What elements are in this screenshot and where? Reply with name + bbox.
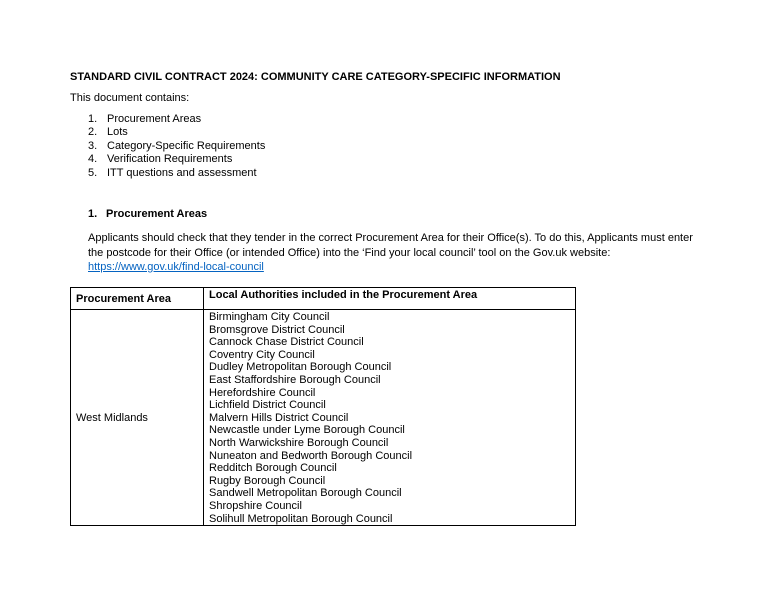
section-title: Procurement Areas — [106, 208, 208, 220]
contents-item-label: Category-Specific Requirements — [107, 139, 266, 152]
table-header-row — [71, 288, 576, 310]
paragraph-text: Applicants should check that they tender in the correct Procurement Area for their Office(s). To do this, Applicants must enter the postcode for their Office (or intended Office) into the ‘Find your local council’ tool on the Gov.uk website: — [88, 232, 693, 259]
contents-item — [70, 153, 265, 166]
table-row — [71, 310, 576, 526]
contents-item — [70, 113, 265, 126]
list-item: Birmingham City Council — [209, 311, 330, 323]
list-item: Malvern Hills District Council — [209, 411, 349, 424]
section-paragraph — [88, 231, 706, 275]
list-item: Sandwell Metropolitan Borough Council — [209, 487, 402, 500]
list-item: Herefordshire Council — [209, 386, 316, 399]
local-authorities-list — [209, 310, 570, 525]
procurement-areas-table — [70, 287, 576, 526]
contents-item — [70, 167, 265, 180]
list-item: Solihull Metropolitan Borough Council — [209, 512, 393, 525]
list-item: Nuneaton and Bedworth Borough Council — [209, 449, 413, 462]
local-authorities-cell — [204, 310, 576, 526]
contents-item-label: Verification Requirements — [107, 153, 233, 166]
list-item: Cannock Chase District Council — [209, 336, 364, 349]
list-item: Newcastle under Lyme Borough Council — [209, 424, 405, 437]
column-header-procurement-area: Procurement Area — [71, 288, 204, 310]
contents-item-label: ITT questions and assessment — [107, 166, 257, 179]
contents-item — [70, 140, 265, 153]
column-header-local-authorities: Local Authorities included in the Procurement Area — [204, 288, 576, 310]
list-item: Rugby Borough Council — [209, 474, 326, 487]
procurement-area-cell: West Midlands — [71, 310, 204, 526]
list-item: Shropshire Council — [209, 499, 302, 512]
contents-item-label: Procurement Areas — [107, 113, 202, 125]
list-item: East Staffordshire Borough Council — [209, 373, 381, 386]
contents-item-number: 5. — [88, 166, 98, 179]
intro-text: This document contains: — [70, 92, 190, 104]
contents-item — [70, 126, 265, 139]
contents-item-number: 2. — [88, 126, 98, 139]
contents-item-number: 1. — [88, 113, 98, 125]
contents-item-number: 3. — [88, 139, 98, 152]
contents-list — [70, 113, 265, 180]
contents-item-number: 4. — [88, 153, 98, 166]
document-title: STANDARD CIVIL CONTRACT 2024: COMMUNITY CARE CATEGORY-SPECIFIC INFORMATION — [70, 71, 561, 83]
contents-item-label: Lots — [107, 126, 128, 139]
section-number: 1. — [88, 208, 98, 220]
list-item: Redditch Borough Council — [209, 462, 337, 475]
list-item: Bromsgrove District Council — [209, 323, 345, 336]
list-item: Coventry City Council — [209, 348, 315, 361]
list-item: Dudley Metropolitan Borough Council — [209, 361, 392, 374]
list-item: North Warwickshire Borough Council — [209, 436, 389, 449]
gov-uk-link[interactable]: https://www.gov.uk/find-local-council — [88, 261, 264, 273]
list-item: Lichfield District Council — [209, 399, 326, 412]
section-heading — [88, 208, 207, 220]
